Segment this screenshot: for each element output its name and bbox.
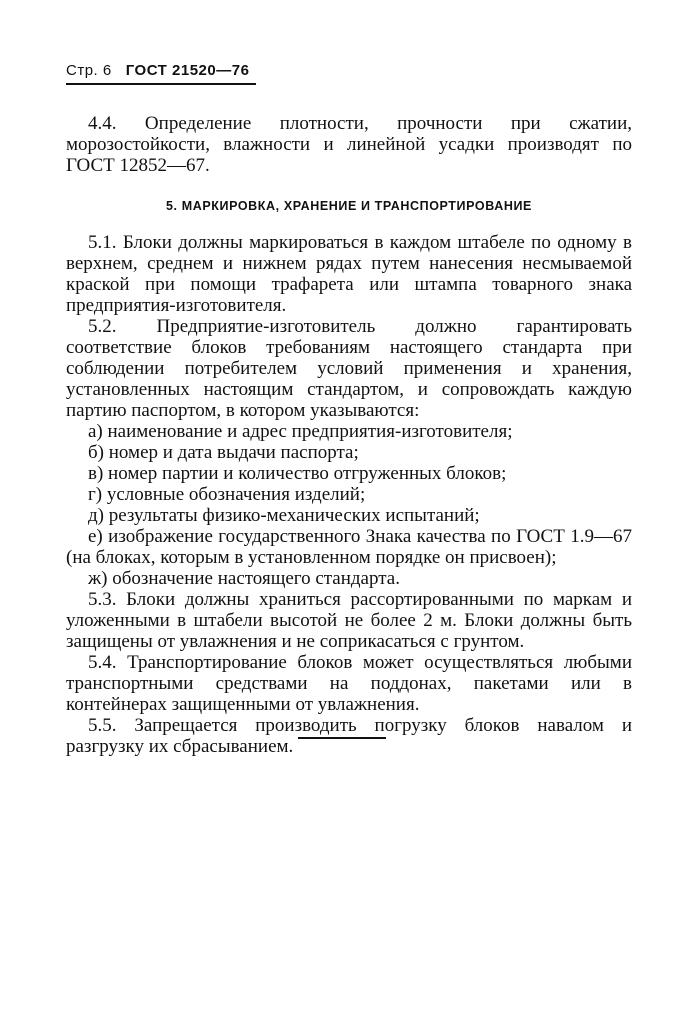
document-page (66, 62, 632, 757)
paragraph-5-5: 5.5. Запрещается производить погрузку блоков навалом и разгрузку их сбрасыванием. (66, 715, 632, 757)
list-item-v: в) номер партии и количество отгруженных блоков; (88, 463, 507, 484)
end-rule (298, 737, 386, 739)
page-header (66, 62, 632, 79)
list-item-e: е) изображение государственного Знака качества по ГОСТ 1.9—67 (на блоках, которым в установленном порядке он присвоен); (66, 526, 632, 568)
paragraph-4-4: 4.4. Определение плотности, прочности при сжатии, морозостойкости, влажности и линейной усадки производят по ГОСТ 12852—67. (66, 113, 632, 176)
standard-code: ГОСТ 21520—76 (125, 62, 250, 79)
page-number: Стр. 6 (66, 62, 112, 79)
header-rule (66, 83, 256, 85)
list-item-g: г) условные обозначения изделий; (88, 484, 366, 505)
list-item-d: д) результаты физико-механических испытаний; (88, 505, 480, 526)
list-item-a: а) наименование и адрес предприятия-изготовителя; (88, 421, 513, 442)
paragraph-5-1: 5.1. Блоки должны маркироваться в каждом штабеле по одному в верхнем, среднем и нижнем рядах путем нанесения несмываемой краской при помощи трафарета или штампа товарного знака предприятия-изготовителя. (66, 232, 632, 316)
document-body (66, 113, 632, 757)
paragraph-5-2: 5.2. Предприятие-изготовитель должно гарантировать соответствие блоков требованиям настоящего стандарта при соблюдении потребителем условий применения и хранения, установленных настоящим стандартом, и сопровождать каждую партию паспортом, в котором указываются: (66, 316, 632, 421)
paragraph-5-4: 5.4. Транспортирование блоков может осуществляться любыми транспортными средствами на поддонах, пакетами или в контейнерах защищенными от увлажнения. (66, 652, 632, 715)
list-item-b: б) номер и дата выдачи паспорта; (88, 442, 359, 463)
paragraph-5-3: 5.3. Блоки должны храниться рассортированными по маркам и уложенными в штабели высотой не более 2 м. Блоки должны быть защищены от увлажнения и не соприкасаться с грунтом. (66, 589, 632, 652)
list-item-zh: ж) обозначение настоящего стандарта. (88, 568, 400, 589)
section-title: 5. МАРКИРОВКА, ХРАНЕНИЕ И ТРАНСПОРТИРОВАНИЕ (166, 199, 532, 213)
